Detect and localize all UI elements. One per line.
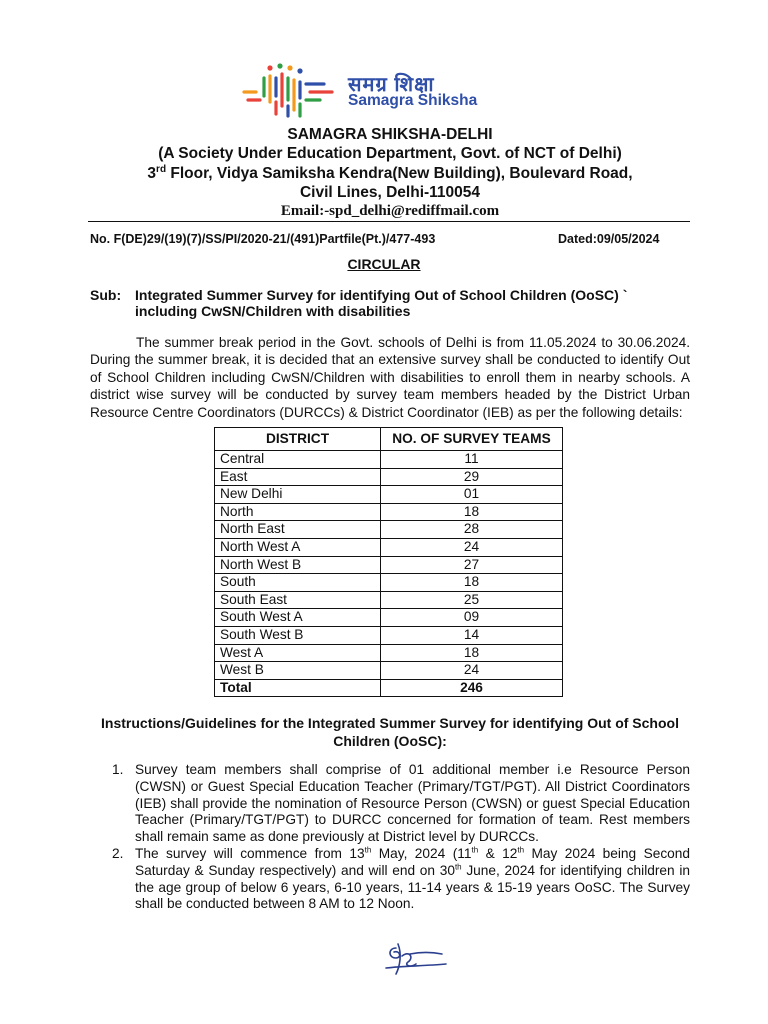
list-item-number: 2. bbox=[112, 845, 124, 861]
subject-text: Integrated Summer Survey for identifying Out of School Children (OoSC) ` including CwSN/Children with disabilities bbox=[135, 287, 628, 319]
column-header-teams: NO. OF SURVEY TEAMS bbox=[381, 428, 563, 451]
address-line-2: Civil Lines, Delhi-110054 bbox=[299, 184, 481, 201]
teams-cell: 14 bbox=[381, 626, 563, 644]
total-value-cell: 246 bbox=[381, 679, 563, 697]
district-cell: South West B bbox=[215, 626, 381, 644]
teams-cell: 09 bbox=[381, 609, 563, 627]
table-row bbox=[215, 609, 563, 627]
district-cell: New Delhi bbox=[215, 486, 381, 504]
column-header-district: DISTRICT bbox=[215, 428, 381, 451]
teams-cell: 24 bbox=[381, 662, 563, 680]
table-row bbox=[215, 521, 563, 539]
table-row bbox=[215, 556, 563, 574]
table-row bbox=[215, 486, 563, 504]
district-cell: West B bbox=[215, 662, 381, 680]
district-cell: North bbox=[215, 503, 381, 521]
table-row bbox=[215, 538, 563, 556]
email-address: Email:-spd_delhi@rediffmail.com bbox=[280, 203, 500, 219]
teams-cell: 18 bbox=[381, 574, 563, 592]
district-cell: North East bbox=[215, 521, 381, 539]
ordinal-suffix: th bbox=[454, 862, 462, 872]
table-row bbox=[215, 662, 563, 680]
header-divider bbox=[88, 221, 690, 222]
teams-cell: 28 bbox=[381, 521, 563, 539]
intro-paragraph: The summer break period in the Govt. schools of Delhi is from 11.05.2024 to 30.06.2024. During the summer break, it is decided that an extensive survey shall be conducted to identify Out of School Children including CwSN/Children with disabilities to enroll them in nearby schools. A district wise survey will be conducted by survey team members headed by the District Urban Resource Centre Coordinators (DURCCs) & District Coordinator (IEB) as per the following details: bbox=[90, 335, 690, 420]
logo-english-text: Samagra Shiksha bbox=[348, 92, 478, 109]
text-fragment: May, 2024 (11 bbox=[371, 845, 472, 861]
instructions-heading: Instructions/Guidelines for the Integrated Summer Survey for identifying Out of School Children (OoSC): bbox=[101, 715, 679, 749]
teams-cell: 01 bbox=[381, 486, 563, 504]
samagra-shiksha-logo bbox=[240, 62, 540, 120]
district-cell: South West A bbox=[215, 609, 381, 627]
text-fragment: May 2024 being Second Saturday & Sunday respectively) and will end on 30 bbox=[135, 845, 691, 878]
district-cell: North West B bbox=[215, 556, 381, 574]
teams-cell: 18 bbox=[381, 503, 563, 521]
list-item-text bbox=[135, 846, 690, 911]
teams-cell: 25 bbox=[381, 591, 563, 609]
address-line-1 bbox=[90, 164, 690, 183]
teams-cell: 24 bbox=[381, 538, 563, 556]
ordinal-suffix: th bbox=[517, 845, 525, 855]
logo-mark-icon bbox=[240, 62, 340, 120]
list-item bbox=[108, 762, 690, 846]
circular-title: CIRCULAR bbox=[347, 256, 421, 272]
list-item-text: Survey team members shall comprise of 01 additional member i.e Resource Person (CWSN) or Guest Special Education Teacher (Primary/TGT/PGT). All District Coordinators (IEB) shall provide the nomination of Resource Person (CWSN) or guest Special Education Teacher (Primary/TGT/PGT) to DURCC concerned for formation of team. Rest members shall remain same as done previously at District level by DURCCs. bbox=[135, 762, 690, 845]
reference-number: No. F(DE)29/(19)(7)/SS/PI/2020-21/(491)Partfile(Pt.)/477-493 bbox=[90, 232, 436, 246]
table-total-row bbox=[215, 679, 563, 697]
total-label-cell: Total bbox=[215, 679, 381, 697]
text-fragment: June, 2024 for identifying children in the age group of below 6 years, 6-10 years, 11-14 years & 15-19 years OoSC. The Survey shall be conducted between 8 AM to 12 Noon. bbox=[135, 862, 690, 912]
ordinal-suffix: th bbox=[471, 845, 479, 855]
district-cell: East bbox=[215, 468, 381, 486]
district-cell: West A bbox=[215, 644, 381, 662]
instructions-list bbox=[108, 762, 690, 913]
list-item-number: 1. bbox=[112, 762, 124, 777]
district-cell: Central bbox=[215, 451, 381, 469]
circular-date: Dated:09/05/2024 bbox=[558, 232, 660, 246]
address-line-1-text: Floor, Vidya Samiksha Kendra(New Building), Boulevard Road, bbox=[166, 165, 633, 183]
district-cell: North West A bbox=[215, 538, 381, 556]
text-fragment: & 12 bbox=[478, 845, 518, 861]
table-row bbox=[215, 574, 563, 592]
signature-mark bbox=[380, 940, 450, 978]
table-row bbox=[215, 503, 563, 521]
table-row bbox=[215, 626, 563, 644]
text-fragment: The survey will commence from 13 bbox=[135, 845, 365, 861]
district-cell: South East bbox=[215, 591, 381, 609]
district-cell: South bbox=[215, 574, 381, 592]
teams-cell: 18 bbox=[381, 644, 563, 662]
teams-cell: 11 bbox=[381, 451, 563, 469]
teams-cell: 29 bbox=[381, 468, 563, 486]
floor-number: 3 bbox=[147, 165, 157, 183]
list-item bbox=[108, 846, 690, 913]
ordinal-suffix: th bbox=[364, 845, 372, 855]
table-header-row bbox=[215, 428, 563, 451]
table-row bbox=[215, 468, 563, 486]
table-row bbox=[215, 451, 563, 469]
floor-suffix: rd bbox=[156, 164, 167, 175]
organization-name: SAMAGRA SHIKSHA-DELHI bbox=[287, 126, 493, 143]
table-row bbox=[215, 591, 563, 609]
logo-hindi-text: समग्र शिक्षा bbox=[348, 74, 435, 96]
subject-label: Sub: bbox=[90, 287, 122, 303]
district-survey-table bbox=[214, 427, 563, 697]
teams-cell: 27 bbox=[381, 556, 563, 574]
organization-subtitle: (A Society Under Education Department, Govt. of NCT of Delhi) bbox=[158, 145, 622, 162]
table-row bbox=[215, 644, 563, 662]
